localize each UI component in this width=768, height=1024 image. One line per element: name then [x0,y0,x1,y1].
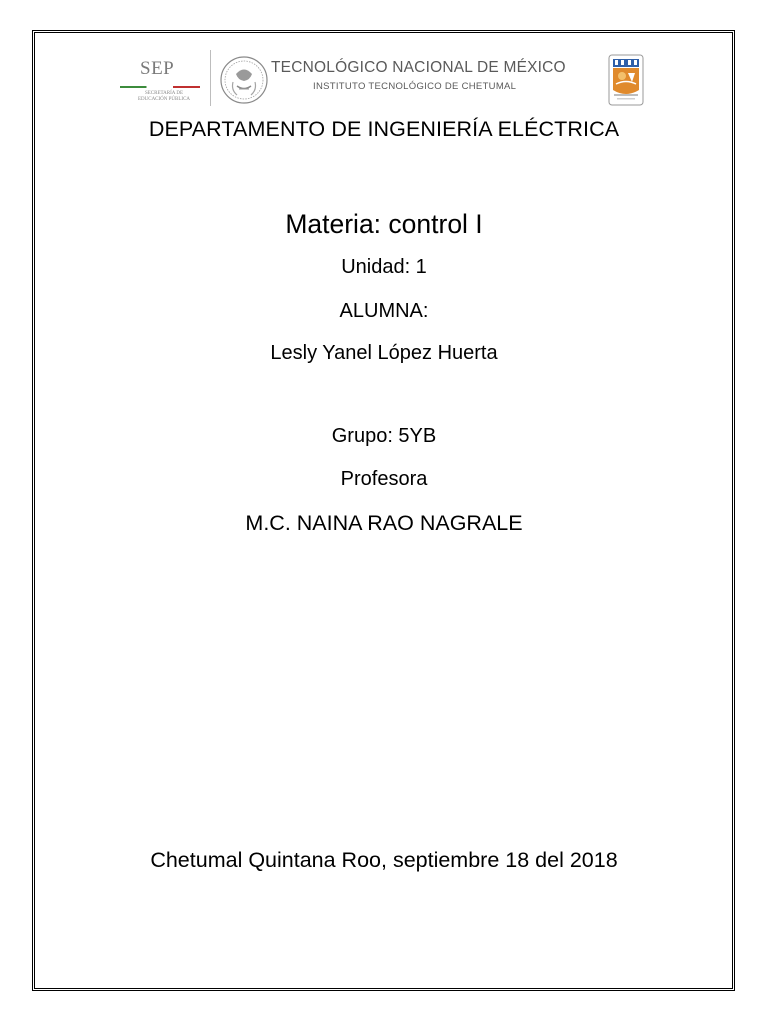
group-line: Grupo: 5YB [331,425,437,447]
header-divider [210,50,211,106]
itch-emblem-icon [608,54,644,106]
department-title: DEPARTAMENTO DE INGENIERÍA ELÉCTRICA [148,117,620,141]
sep-logo-icon [120,58,202,102]
institute-name: INSTITUTO TECNOLÓGICO DE CHETUMAL [313,81,517,92]
sep-logo-stripe [120,86,200,88]
sep-logo-text: SEP [140,58,175,79]
teacher-label: Profesora [340,468,428,490]
unit-line: Unidad: 1 [341,256,427,278]
subject-title: Materia: control I [285,209,483,239]
teacher-name: M.C. NAINA RAO NAGRALE [245,511,523,535]
mexico-seal-icon [219,52,269,108]
institution-name: TECNOLÓGICO NACIONAL DE MÉXICO [271,59,566,76]
sep-logo-subtext: SECRETARÍA DE EDUCACIÓN PÚBLICA [137,91,191,102]
student-name: Lesly Yanel López Huerta [270,342,498,364]
institution-header [0,46,768,112]
place-date: Chetumal Quintana Roo, septiembre 18 del 2018 [150,848,618,872]
student-label: ALUMNA: [339,300,429,322]
